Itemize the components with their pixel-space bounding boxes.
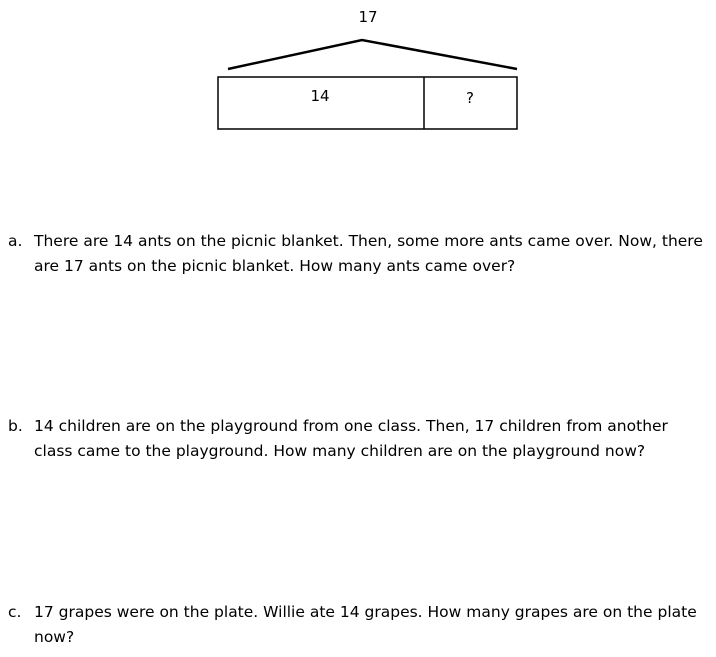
- tape-diagram: [0, 0, 716, 140]
- problem-a-letter: a.: [8, 232, 23, 250]
- problem-c-letter: c.: [8, 603, 22, 621]
- problem-b-letter: b.: [8, 417, 23, 435]
- problem-c-text: 17 grapes were on the plate. Willie ate 14 grapes. How many grapes are on the plate now?: [34, 603, 697, 646]
- diagram-part-known-label: 14: [310, 87, 330, 105]
- problem-c: [8, 600, 708, 650]
- problem-a-text: There are 14 ants on the picnic blanket. Then, some more ants came over. Now, there are 17 ants on the picnic blanket. How many ants came over?: [34, 232, 703, 275]
- problem-b: [8, 414, 708, 464]
- problem-a: [8, 229, 708, 279]
- diagram-total-bracket: [228, 40, 517, 69]
- diagram-total-label: 17: [358, 8, 378, 26]
- diagram-part-unknown-label: ?: [466, 89, 474, 107]
- problem-b-text: 14 children are on the playground from one class. Then, 17 children from another class came to the playground. How many children are on the playground now?: [34, 417, 668, 460]
